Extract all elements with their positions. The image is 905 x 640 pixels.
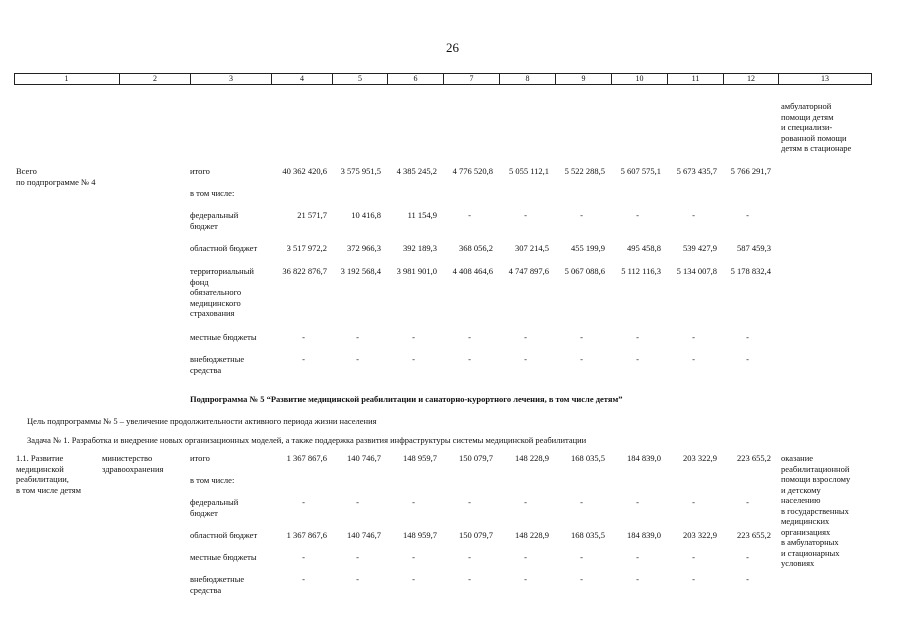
item11-row-value: - [636,497,639,507]
item11-row-value: - [524,552,527,562]
funding-source: областной бюджет [190,243,258,253]
subprogram4-row-value: - [412,332,415,342]
total-label: Всего [16,166,37,176]
result-note: помощи детям [781,111,834,122]
funding-source: фонд [190,276,209,287]
item11-row-value: - [524,574,527,584]
measure-executor: здравоохранения [102,463,164,474]
subprogram4-row-value: - [356,332,359,342]
column-number-12: 12 [723,74,778,84]
subprogram5-title: Подпрограмма № 5 “Развитие медицинской реабилитации и санаторно-курортного лечения, в том числе детям” [190,394,623,404]
item11-row-value: - [356,497,359,507]
item11-row-value: - [302,497,305,507]
column-number-8: 8 [499,74,555,84]
measure-result: организациях [781,526,831,537]
subprogram4-row-value: 36 822 876,7 [282,266,327,276]
measure-name: в том числе детям [16,484,82,495]
subprogram4-row-value: 368 056,2 [459,243,493,253]
item11-row-value: - [356,574,359,584]
item11-row-value: 140 746,7 [347,530,381,540]
item11-row-value: 148 959,7 [403,530,437,540]
funding-source: местные бюджеты [190,332,257,342]
item11-row-value: - [692,552,695,562]
column-number-7: 7 [443,74,499,84]
subprogram4-row-value: - [302,354,305,364]
measure-result: в государственных [781,505,849,516]
subprogram4-row-value: - [746,210,749,220]
subprogram5-goal: Цель подпрограммы № 5 – увеличение продолжительности активного периода жизни населения [27,416,377,426]
item11-row-value: 148 228,9 [515,530,549,540]
item11-row-value: - [468,574,471,584]
subprogram4-row-value: 307 214,5 [515,243,549,253]
funding-source: федеральный [190,210,239,220]
subprogram4-row-value: 5 673 435,7 [676,166,717,176]
subprogram4-row-value: 3 517 972,2 [286,243,327,253]
measure-name: реабилитации, [16,474,69,484]
subprogram4-row-value: - [524,210,527,220]
funding-source: внебюджетные [190,354,245,364]
item11-row-value: - [636,552,639,562]
subprogram4-row-value: 392 189,3 [403,243,437,253]
result-note: амбулаторной [781,101,832,111]
subprogram4-row-value: - [412,354,415,364]
item11-row-value: - [468,497,471,507]
page-number: 26 [446,40,459,55]
item11-row-value: - [692,574,695,584]
item11-row-value: - [468,552,471,562]
subprogram4-row-value: - [636,332,639,342]
item11-row-value: - [746,574,749,584]
total-label: по подпрограмме № 4 [16,176,96,187]
subprogram4-row-value: - [468,354,471,364]
item11-row-value: 168 035,5 [571,453,605,463]
funding-source: в том числе: [190,475,235,485]
item11-row-value: 184 839,0 [627,453,661,463]
measure-result: реабилитационной [781,463,850,474]
subprogram4-row-value: - [524,354,527,364]
item11-row-value: - [356,552,359,562]
subprogram4-row-value: - [468,332,471,342]
subprogram4-row-value: - [692,332,695,342]
funding-source: в том числе: [190,188,235,198]
funding-source: бюджет [190,507,218,518]
subprogram4-row-value: 455 199,9 [571,243,605,253]
item11-row-value: - [412,574,415,584]
subprogram4-row-value: 5 178 832,4 [730,266,771,276]
subprogram4-row-value: - [692,210,695,220]
column-number-4: 4 [271,74,332,84]
item11-row-value: - [746,552,749,562]
subprogram4-row-value: 5 522 288,5 [564,166,605,176]
subprogram4-row-value: - [468,210,471,220]
item11-row-value: - [580,497,583,507]
column-number-10: 10 [611,74,667,84]
item11-row-value: 223 655,2 [737,453,771,463]
measure-executor: министерство [102,453,153,463]
subprogram4-row-value: - [746,332,749,342]
measure-result: помощи взрослому [781,474,851,484]
funding-source: средства [190,584,222,595]
item11-row-value: - [636,574,639,584]
funding-source: федеральный [190,497,239,507]
column-number-2: 2 [119,74,190,84]
subprogram4-row-value: 40 362 420,6 [282,166,327,176]
column-number-3: 3 [190,74,271,84]
item11-row-value: 223 655,2 [737,530,771,540]
item11-row-value: 1 367 867,6 [286,453,327,463]
measure-result: и детскому [781,484,821,495]
measure-result: населению [781,495,821,505]
column-number-13: 13 [778,74,871,84]
subprogram4-row-value: 5 067 088,6 [564,266,605,276]
result-note: детям в стационаре [781,143,852,153]
subprogram4-row-value: - [580,332,583,342]
item11-row-value: - [302,552,305,562]
item11-row-value: 140 746,7 [347,453,381,463]
item11-row-value: - [412,552,415,562]
funding-source: областной бюджет [190,530,258,540]
item11-row-value: 150 079,7 [459,453,493,463]
column-number-header [14,73,872,85]
subprogram4-row-value: 3 575 951,5 [340,166,381,176]
subprogram4-row-value: 10 416,8 [351,210,381,220]
item11-row-value: - [302,574,305,584]
column-number-9: 9 [555,74,611,84]
funding-source: итого [190,166,210,176]
column-number-5: 5 [332,74,387,84]
subprogram4-row-value: 4 408 464,6 [452,266,493,276]
subprogram4-row-value: 372 966,3 [347,243,381,253]
funding-source: средства [190,364,222,375]
subprogram4-row-value: - [302,332,305,342]
measure-name: 1.1. Развитие [16,453,64,463]
item11-row-value: 148 959,7 [403,453,437,463]
item11-row-value: 203 322,9 [683,453,717,463]
subprogram4-row-value: - [356,354,359,364]
item11-row-value: 1 367 867,6 [286,530,327,540]
subprogram4-row-value: - [524,332,527,342]
measure-result: и стационарных [781,547,840,558]
funding-source: бюджет [190,220,218,231]
subprogram4-row-value: - [746,354,749,364]
funding-source: внебюджетные [190,574,245,584]
measure-result: оказание [781,453,814,463]
subprogram4-row-value: 5 134 007,8 [676,266,717,276]
item11-row-value: - [524,497,527,507]
funding-source: обязательного [190,287,242,297]
subprogram4-row-value: 11 154,9 [407,210,437,220]
measure-result: условиях [781,558,815,568]
measure-name: медицинской [16,463,64,474]
subprogram4-row-value: 4 385 245,2 [396,166,437,176]
item11-row-value: 168 035,5 [571,530,605,540]
item11-row-value: 203 322,9 [683,530,717,540]
funding-source: медицинского [190,297,241,308]
subprogram4-row-value: - [636,210,639,220]
subprogram4-row-value: - [580,210,583,220]
funding-source: местные бюджеты [190,552,257,562]
subprogram4-row-value: 5 766 291,7 [730,166,771,176]
funding-source: итого [190,453,210,463]
funding-source: страхования [190,308,235,318]
funding-source: территориальный [190,266,254,276]
item11-row-value: 184 839,0 [627,530,661,540]
column-number-11: 11 [667,74,723,84]
subprogram4-row-value: - [692,354,695,364]
subprogram4-row-value: 587 459,3 [737,243,771,253]
item11-row-value: - [580,574,583,584]
column-number-1: 1 [64,74,69,83]
subprogram4-row-value: 5 055 112,1 [508,166,549,176]
subprogram4-row-value: 495 458,8 [627,243,661,253]
subprogram4-row-value: - [580,354,583,364]
result-note: рованной помощи [781,132,847,143]
subprogram4-row-value: 539 427,9 [683,243,717,253]
item11-row-value: 150 079,7 [459,530,493,540]
subprogram4-row-value: 3 192 568,4 [340,266,381,276]
result-note: и специализи- [781,122,833,132]
subprogram4-row-value: 4 776 520,8 [452,166,493,176]
measure-result: медицинских [781,516,830,526]
subprogram4-row-value: 5 607 575,1 [620,166,661,176]
item11-row-value: - [580,552,583,562]
measure-result: в амбулаторных [781,537,839,547]
item11-row-value: - [692,497,695,507]
column-number-6: 6 [387,74,443,84]
item11-row-value: - [412,497,415,507]
subprogram4-row-value: 5 112 116,3 [621,266,661,276]
subprogram4-row-value: - [636,354,639,364]
item11-row-value: 148 228,9 [515,453,549,463]
subprogram4-row-value: 3 981 901,0 [396,266,437,276]
item11-row-value: - [746,497,749,507]
subprogram5-task1: Задача № 1. Разработка и внедрение новых организационных моделей, а также поддержка развития инфраструктуры системы медицинской реабилитации [27,435,587,445]
subprogram4-row-value: 4 747 897,6 [508,266,549,276]
subprogram4-row-value: 21 571,7 [297,210,327,220]
